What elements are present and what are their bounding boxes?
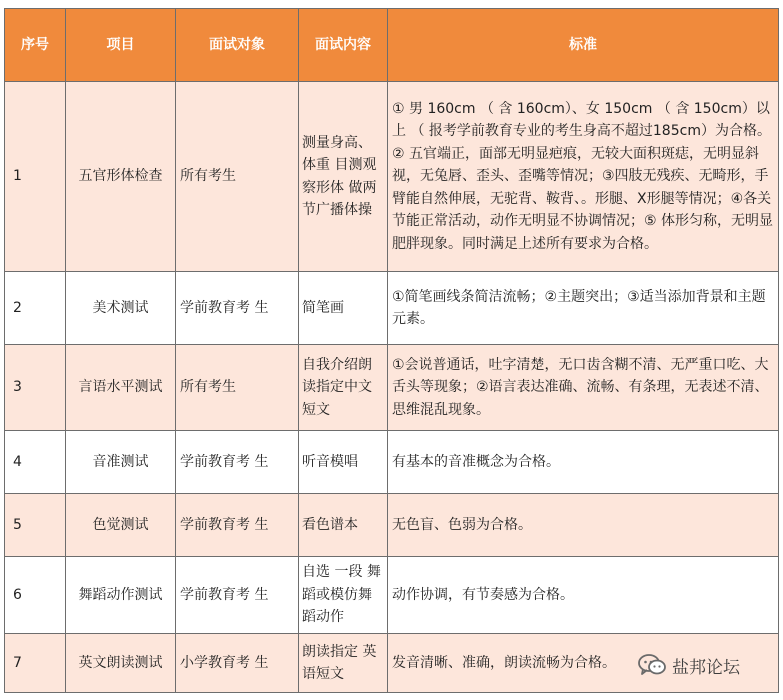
row-target: 学前教育考 生 [176, 431, 299, 494]
row-content: 听音模唱 [299, 431, 388, 494]
row-content: 自我介绍朗读指定中文短文 [299, 345, 388, 431]
row-item: 言语水平测试 [66, 345, 176, 431]
row-standard: ①会说普通话，吐字清楚，无口齿含糊不清、无严重口吃、大舌头等现象；②语言表达准确、流畅、有条理，无表述不清、思维混乱现象。 [388, 345, 779, 431]
row-item: 音准测试 [66, 431, 176, 494]
row-standard: 无色盲、色弱为合格。 [388, 494, 779, 557]
row-item: 色觉测试 [66, 494, 176, 557]
row-content: 看色谱本 [299, 494, 388, 557]
row-standard: 有基本的音准概念为合格。 [388, 431, 779, 494]
row-target: 学前教育考 生 [176, 557, 299, 634]
row-num: 2 [5, 272, 66, 345]
row-target: 所有考生 [176, 345, 299, 431]
row-num: 4 [5, 431, 66, 494]
row-item: 英文朗读测试 [66, 634, 176, 693]
row-content: 测量身高、体重 目测观察形体 做两节广播体操 [299, 82, 388, 272]
row-standard: ① 男 160cm （ 含 160cm）、女 150cm （ 含 150cm）以上 （ 报考学前教育专业的考生身高不超过185cm）为合格。 ② 五官端正，面部无明显疤痕，无较大面积斑痣，无明显斜视，无兔唇、歪头、歪嘴等情况；③四肢无残疾、无畸形，手臂能自然伸展，无驼背、鞍背、。形腿、X形腿等情况；④各关节能正常活动，动作无明显不协调情况；⑤ 体形匀称，无明显肥胖现象。同时满足上述所有要求为合格。 [388, 82, 779, 272]
table-header-row [5, 9, 779, 82]
header-target: 面试对象 [176, 9, 299, 82]
header-num: 序号 [5, 9, 66, 82]
table-row [5, 82, 779, 272]
row-num: 3 [5, 345, 66, 431]
interview-standards-table [4, 8, 779, 693]
table-row [5, 494, 779, 557]
row-num: 1 [5, 82, 66, 272]
row-content: 朗读指定 英语短文 [299, 634, 388, 693]
row-target: 学前教育考 生 [176, 494, 299, 557]
watermark [638, 650, 740, 680]
row-num: 5 [5, 494, 66, 557]
row-standard: ①简笔画线条简洁流畅；②主题突出；③适当添加背景和主题元素。 [388, 272, 779, 345]
header-standard: 标准 [388, 9, 779, 82]
row-item: 舞蹈动作测试 [66, 557, 176, 634]
row-target: 小学教育考 生 [176, 634, 299, 693]
row-num: 6 [5, 557, 66, 634]
row-item: 五官形体检查 [66, 82, 176, 272]
row-item: 美术测试 [66, 272, 176, 345]
table-row [5, 431, 779, 494]
wechat-icon [638, 653, 666, 677]
header-item: 项目 [66, 9, 176, 82]
row-num: 7 [5, 634, 66, 693]
table-row [5, 557, 779, 634]
row-content: 简笔画 [299, 272, 388, 345]
watermark-text: 盐邦论坛 [672, 657, 740, 678]
table-row [5, 345, 779, 431]
row-standard: 动作协调，有节奏感为合格。 [388, 557, 779, 634]
row-content: 自选 一段 舞蹈或模仿舞蹈动作 [299, 557, 388, 634]
row-standard: 发音清晰、准确，朗读流畅为合格。 [388, 634, 779, 693]
row-target: 所有考生 [176, 82, 299, 272]
header-content: 面试内容 [299, 9, 388, 82]
row-target: 学前教育考 生 [176, 272, 299, 345]
table-row [5, 272, 779, 345]
